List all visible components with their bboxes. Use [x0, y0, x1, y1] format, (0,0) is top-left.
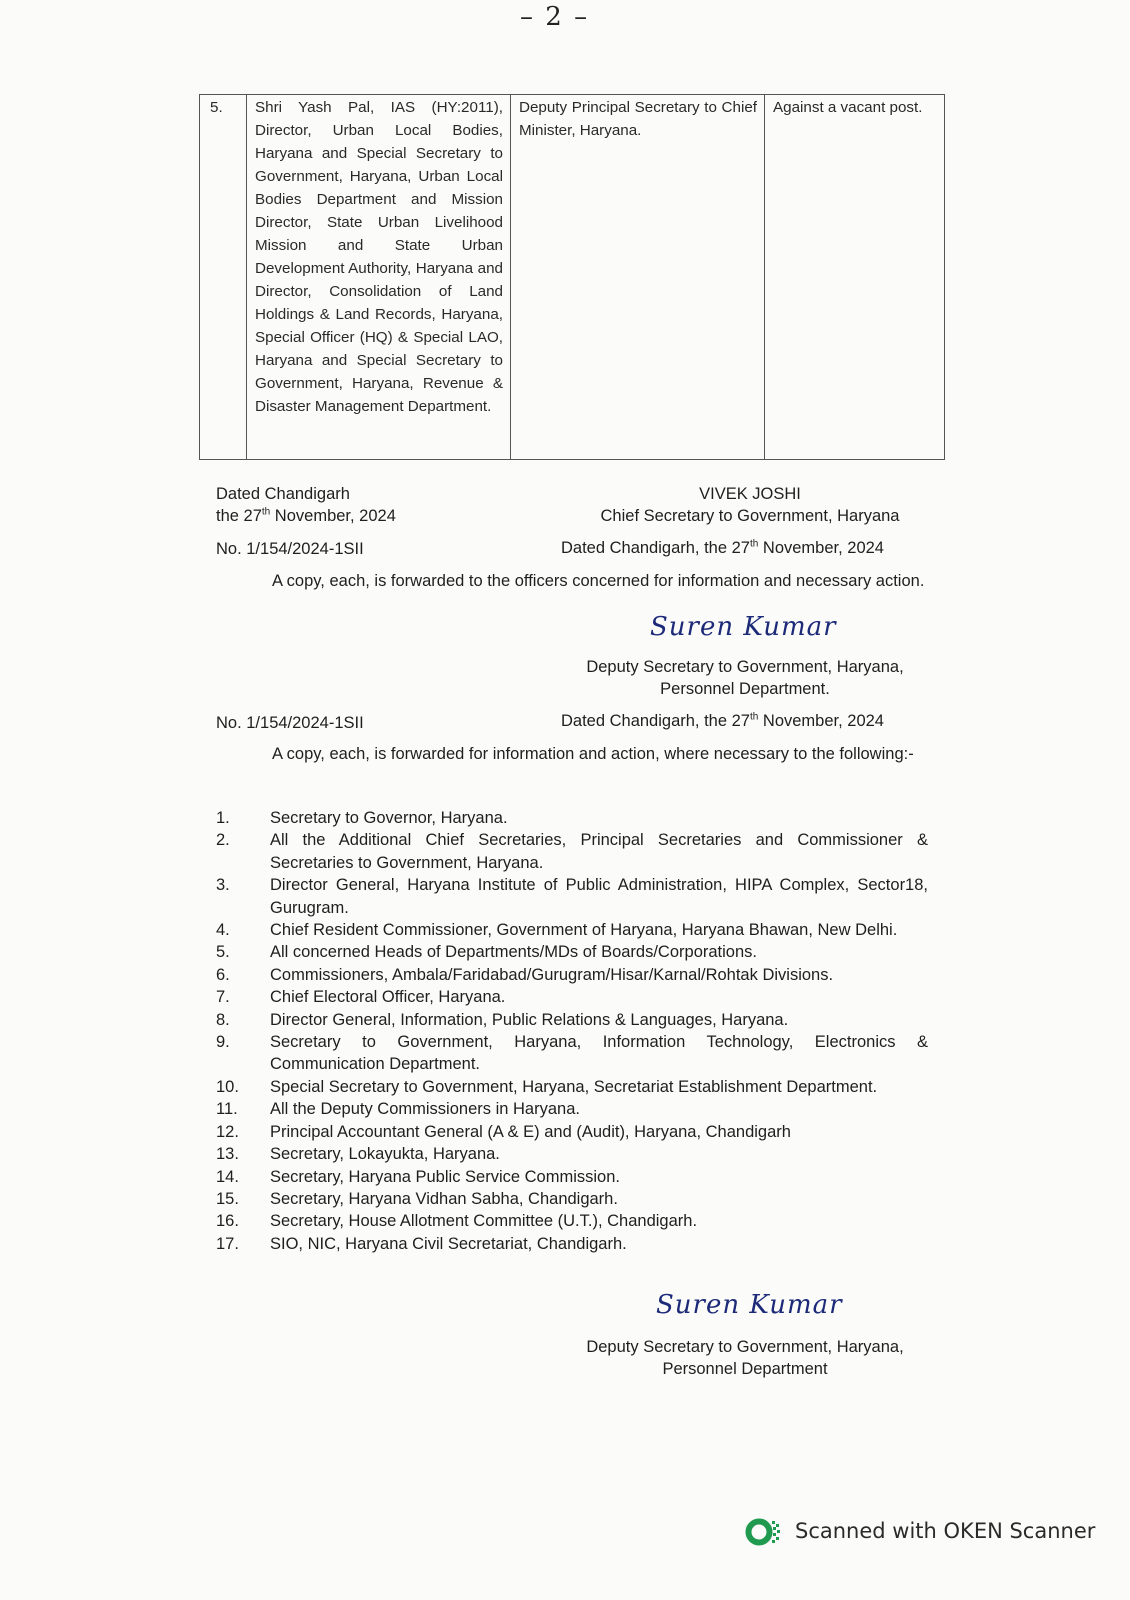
recipient-text: Director General, Information, Public Relations & Languages, Haryana.	[270, 1010, 789, 1029]
recipient-number: 3.	[216, 876, 230, 895]
posting-table	[199, 94, 945, 460]
endorsement-2-number: No. 1/154/2024-1SII	[216, 714, 364, 732]
recipient-number: 1.	[216, 809, 230, 827]
recipient-number: 12.	[216, 1122, 239, 1141]
recipients-list	[216, 807, 928, 1255]
endorsement-2-signatory: Deputy Secretary to Government, Haryana, Personnel Department	[586, 1338, 904, 1378]
recipient-item	[216, 964, 928, 986]
signature-2: Suren Kumar	[656, 1290, 843, 1320]
recipient-item	[216, 941, 928, 963]
recipient-text: All the Additional Chief Secretaries, Principal Secretaries and Commissioner & Secretaries to Government, Haryana.	[270, 831, 928, 872]
recipient-item	[216, 986, 928, 1008]
endorsement-1-number: No. 1/154/2024-1SII	[216, 540, 364, 558]
recipient-text: Secretary, Lokayukta, Haryana.	[270, 1145, 500, 1164]
order-dated-date: the 27th November, 2024	[216, 506, 396, 525]
recipient-number: 5.	[216, 943, 230, 962]
recipient-item	[216, 1166, 928, 1188]
order-dated-place: Dated Chandigarh	[216, 485, 350, 503]
table-cell-sr-no: 5.	[200, 95, 247, 459]
recipient-text: Commissioners, Ambala/Faridabad/Gurugram/Hisar/Karnal/Rohtak Divisions.	[270, 965, 834, 984]
recipient-number: 13.	[216, 1145, 239, 1164]
recipient-item	[216, 874, 928, 919]
signatory-title: Chief Secretary to Government, Haryana	[600, 507, 900, 525]
recipient-number: 11.	[216, 1100, 238, 1119]
recipient-text: Secretary to Government, Haryana, Information Technology, Electronics & Communication Department.	[270, 1033, 928, 1074]
recipient-number: 10.	[216, 1077, 239, 1096]
recipient-text: Chief Electoral Officer, Haryana.	[270, 988, 506, 1007]
table-cell-posted-as: Deputy Principal Secretary to Chief Minister, Haryana.	[511, 95, 765, 459]
recipient-text: All the Deputy Commissioners in Haryana.	[270, 1100, 580, 1119]
recipient-item	[216, 919, 928, 941]
recipient-text: Secretary, Haryana Vidhan Sabha, Chandigarh.	[270, 1189, 618, 1208]
recipient-text: Principal Accountant General (A & E) and (Audit), Haryana, Chandigarh	[270, 1122, 791, 1141]
recipient-text: All concerned Heads of Departments/MDs of Boards/Corporations.	[270, 943, 757, 962]
endorsement-2-text: A copy, each, is forwarded for information and action, where necessary to the following:-	[272, 745, 914, 763]
recipient-text: Secretary, Haryana Public Service Commission.	[270, 1167, 620, 1186]
recipient-item	[216, 1233, 928, 1255]
recipient-number: 15.	[216, 1189, 239, 1208]
recipient-item	[216, 807, 928, 829]
recipient-number: 8.	[216, 1010, 230, 1029]
recipient-item	[216, 829, 928, 874]
scanner-watermark	[745, 1516, 1095, 1546]
recipient-number: 6.	[216, 965, 230, 984]
recipient-number: 17.	[216, 1234, 239, 1253]
recipient-text: Secretary to Governor, Haryana.	[270, 809, 508, 827]
table-cell-remarks: Against a vacant post.	[773, 99, 923, 116]
recipient-text: Secretary, House Allotment Committee (U.T.), Chandigarh.	[270, 1212, 698, 1231]
watermark-text: Scanned with OKEN Scanner	[795, 1519, 1096, 1543]
signatory-name: VIVEK JOSHI	[699, 485, 801, 503]
recipient-text: SIO, NIC, Haryana Civil Secretariat, Chandigarh.	[270, 1234, 627, 1253]
recipient-item	[216, 1098, 928, 1120]
recipient-number: 7.	[216, 988, 230, 1007]
table-cell-officer: Shri Yash Pal, IAS (HY:2011), Director, Urban Local Bodies, Haryana and Special Secretary to Government, Haryana, Urban Local Bodies Department and Mission Director, State Urban Livelihood Mission and State Urban Development Authority, Haryana and Director, Consolidation of Land Holdings & Land Records, Haryana, Special Officer (HQ) & Special LAO, Haryana and Special Secretary to Government, Haryana, Revenue & Disaster Management Department.	[247, 95, 511, 459]
recipient-number: 9.	[216, 1033, 230, 1052]
endorsement-1-signatory: Deputy Secretary to Government, Haryana, Personnel Department.	[586, 658, 904, 698]
recipient-item	[216, 1121, 928, 1143]
recipient-item	[216, 1188, 928, 1210]
recipient-item	[216, 1076, 928, 1098]
recipient-text: Special Secretary to Government, Haryana, Secretariat Establishment Department.	[270, 1077, 878, 1096]
order-dated-block	[216, 483, 396, 527]
order-signatory-block	[560, 483, 940, 527]
recipient-number: 4.	[216, 921, 230, 940]
recipient-item	[216, 1009, 928, 1031]
recipient-item	[216, 1143, 928, 1165]
endorsement-1-text: A copy, each, is forwarded to the officers concerned for information and necessary action.	[272, 572, 925, 590]
recipient-item	[216, 1210, 928, 1232]
recipient-text: Director General, Haryana Institute of Public Administration, HIPA Complex, Sector18, Gurugram.	[270, 876, 928, 917]
endorsement-1-date: Dated Chandigarh, the 27th November, 2024	[561, 538, 884, 557]
endorsement-2-date: Dated Chandigarh, the 27th November, 2024	[561, 711, 884, 730]
page-number: – 2 –	[520, 2, 590, 32]
recipient-number: 14.	[216, 1167, 239, 1186]
recipient-text: Chief Resident Commissioner, Government of Haryana, Haryana Bhawan, New Delhi.	[270, 921, 898, 940]
signature-1: Suren Kumar	[650, 612, 837, 642]
recipient-number: 16.	[216, 1212, 239, 1231]
recipient-item	[216, 1031, 928, 1076]
oken-scanner-logo-icon	[745, 1516, 783, 1546]
recipient-number: 2.	[216, 831, 230, 850]
